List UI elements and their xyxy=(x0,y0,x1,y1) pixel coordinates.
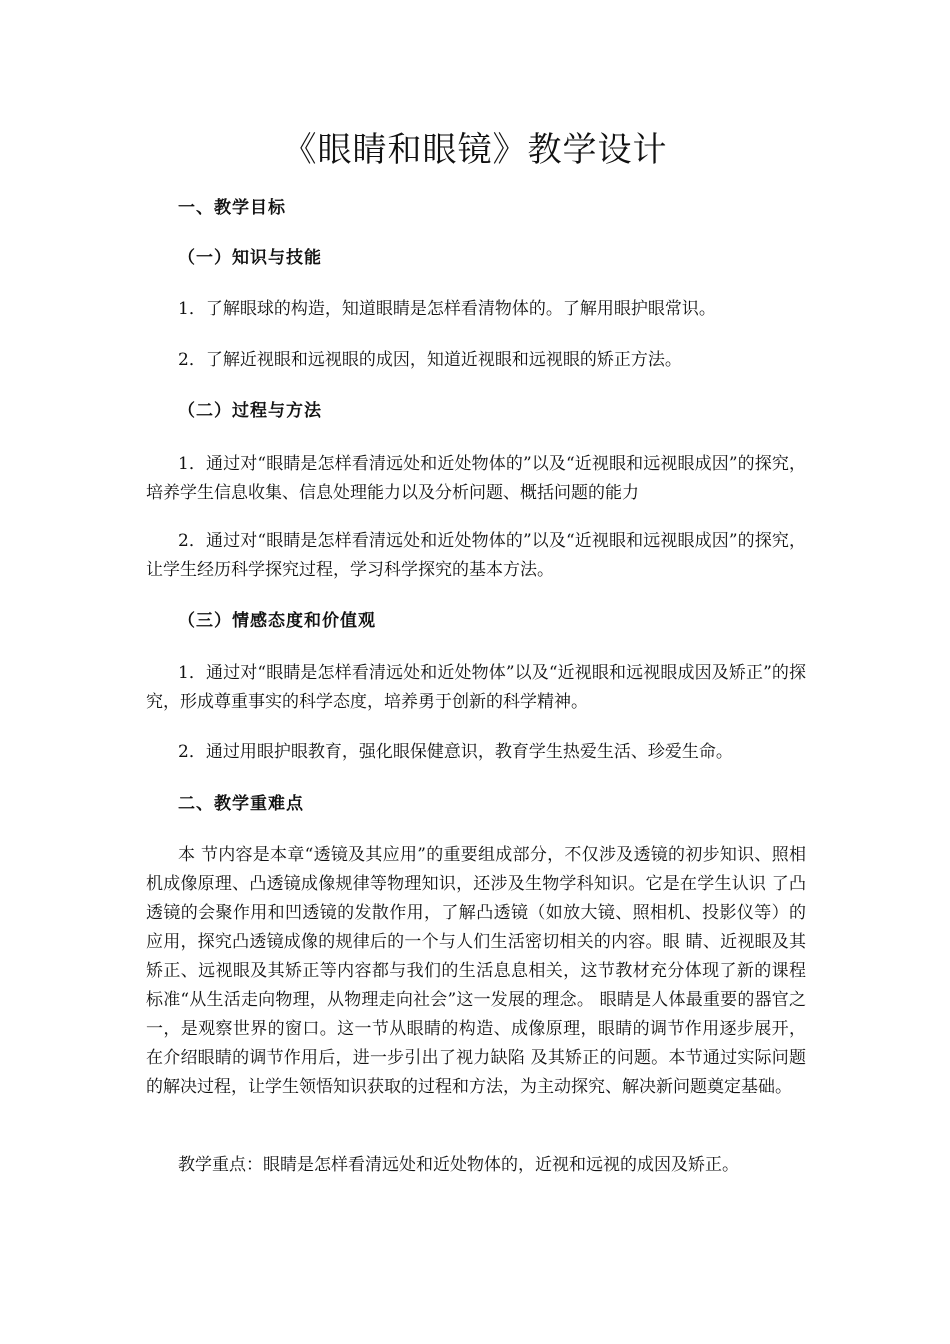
section-heading-key-difficult-points: 二、教学重难点 xyxy=(178,794,304,814)
paragraph-process-item-1: 1．通过对“眼睛是怎样看清远处和近处物体的”以及“近视眼和远视眼成因”的探究， 培养学生信息收集、信息处理能力以及分析问题、概括问题的能力 xyxy=(146,454,806,503)
subheading-knowledge-skills: （一）知识与技能 xyxy=(178,248,322,268)
paragraph-knowledge-item-1: 1．了解眼球的构造，知道眼睛是怎样看清物体的。了解用眼护眼常识。 xyxy=(178,299,716,319)
paragraph-teaching-key-point: 教学重点：眼睛是怎样看清远处和近处物体的，近视和远视的成因及矫正。 xyxy=(178,1155,739,1175)
subheading-emotion-values: （三）情感态度和价值观 xyxy=(178,611,376,631)
paragraph-content-analysis: 本 节内容是本章“透镜及其应用”的重要组成部分，不仅涉及透镜的初步知识、照相机成像原理、凸透镜成像规律等物理知识，还涉及生物学科知识。它是在学生认识 了凸透镜的会聚作用和凹透镜的发散作用，了解凸透镜（如放大镜、照相机、投影仪等）的应用，探究凸透镜成像的规律后的一个与人们生活密切相关的内容。眼 睛、近视眼及其矫正、远视眼及其矫正等内容都与我们的生活息息相关，这节教材充分体现了新的课程标准“从生活走向物理，从物理走向社会”这一发展的理念。 眼睛是人体最重要的器官之一，是观察世界的窗口。这一节从眼睛的构造、成像原理，眼睛的调节作用逐步展开，在介绍眼睛的调节作用后，进一步引出了视力缺陷 及其矫正的问题。本节通过实际问题的解决过程，让学生领悟知识获取的过程和方法，为主动探究、解决新问题奠定基础。 xyxy=(146,845,806,1097)
paragraph-emotion-item-1: 1．通过对“眼睛是怎样看清远处和近处物体”以及“近视眼和远视眼成因及矫正”的探究，形成尊重事实的科学态度，培养勇于创新的科学精神。 xyxy=(146,663,806,712)
subheading-process-method: （二）过程与方法 xyxy=(178,401,322,421)
document-title: 《眼睛和眼镜》教学设计 xyxy=(282,130,668,170)
paragraph-emotion-item-2: 2．通过用眼护眼教育，强化眼保健意识，教育学生热爱生活、珍爱生命。 xyxy=(178,742,733,762)
paragraph-knowledge-item-2: 2．了解近视眼和远视眼的成因，知道近视眼和远视眼的矫正方法。 xyxy=(178,350,682,370)
section-heading-teaching-objectives: 一、教学目标 xyxy=(178,198,286,218)
paragraph-process-item-2: 2．通过对“眼睛是怎样看清远处和近处物体的”以及“近视眼和远视眼成因”的探究，让学生经历科学探究过程，学习科学探究的基本方法。 xyxy=(146,531,806,580)
